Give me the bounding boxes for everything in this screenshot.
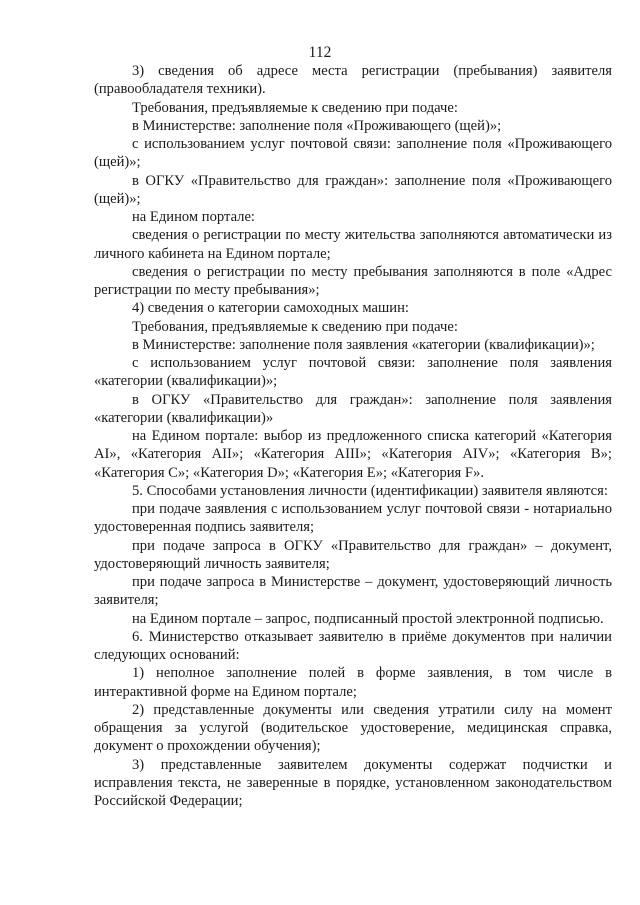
paragraph: на Едином портале: выбор из предложенного списка категорий «Категория AI», «Категория AII»; «Категория AIII»; «Категория AIV»; «Категория B»; «Категория C»; «Категория D»; «Категория E»; «Категория F».: [94, 428, 612, 481]
paragraph: в Министерстве: заполнение поля «Проживающего (щей)»;: [132, 117, 502, 134]
paragraph: в ОГКУ «Правительство для граждан»: заполнение поля «Проживающего (щей)»;: [94, 172, 612, 207]
paragraph: 3) представленные заявителем документы содержат подчистки и исправления текста, не заверенные в порядке, установленном законодательством Российской Федерации;: [94, 756, 612, 809]
paragraph: с использованием услуг почтовой связи: заполнение поля «Проживающего (щей)»;: [94, 136, 612, 171]
paragraph: 3) сведения об адресе места регистрации (пребывания) заявителя (правообладателя техники).: [94, 63, 612, 98]
paragraph: с использованием услуг почтовой связи: заполнение поля заявления «категории (квалификации)»;: [94, 355, 612, 390]
paragraph: Требования, предъявляемые к сведению при подаче:: [132, 99, 458, 116]
document-body: [94, 62, 612, 810]
paragraph: в Министерстве: заполнение поля заявления «категории (квалификации)»;: [132, 336, 595, 353]
paragraph: Требования, предъявляемые к сведению при подаче:: [132, 318, 458, 335]
paragraph: 1) неполное заполнение полей в форме заявления, в том числе в интерактивной форме на Едином портале;: [94, 665, 612, 700]
paragraph: 2) представленные документы или сведения утратили силу на момент обращения за услугой (водительское удостоверение, медицинская справка, документ о прохождении обучения);: [94, 701, 612, 755]
paragraph: при подаче заявления с использованием услуг почтовой связи - нотариально удостоверенная подпись заявителя;: [94, 501, 612, 536]
paragraph: сведения о регистрации по месту пребывания заполняются в поле «Адрес регистрации по месту пребывания»;: [94, 263, 612, 298]
paragraph: на Едином портале – запрос, подписанный простой электронной подписью.: [132, 610, 604, 627]
paragraph: 4) сведения о категории самоходных машин:: [132, 300, 409, 317]
paragraph: в ОГКУ «Правительство для граждан»: заполнение поля заявления «категории (квалификации)»: [94, 391, 612, 426]
paragraph: 6. Министерство отказывает заявителю в приёме документов при наличии следующих оснований:: [94, 628, 612, 663]
paragraph: при подаче запроса в Министерстве – документ, удостоверяющий личность заявителя;: [94, 574, 612, 609]
paragraph: при подаче запроса в ОГКУ «Правительство для граждан» – документ, удостоверяющий личность заявителя;: [94, 537, 612, 572]
paragraph: 5. Способами установления личности (идентификации) заявителя являются:: [132, 482, 608, 499]
paragraph: на Едином портале:: [132, 209, 255, 225]
paragraph: сведения о регистрации по месту жительства заполняются автоматически из личного кабинета на Едином портале;: [94, 227, 612, 262]
page-number: 112: [308, 44, 332, 61]
